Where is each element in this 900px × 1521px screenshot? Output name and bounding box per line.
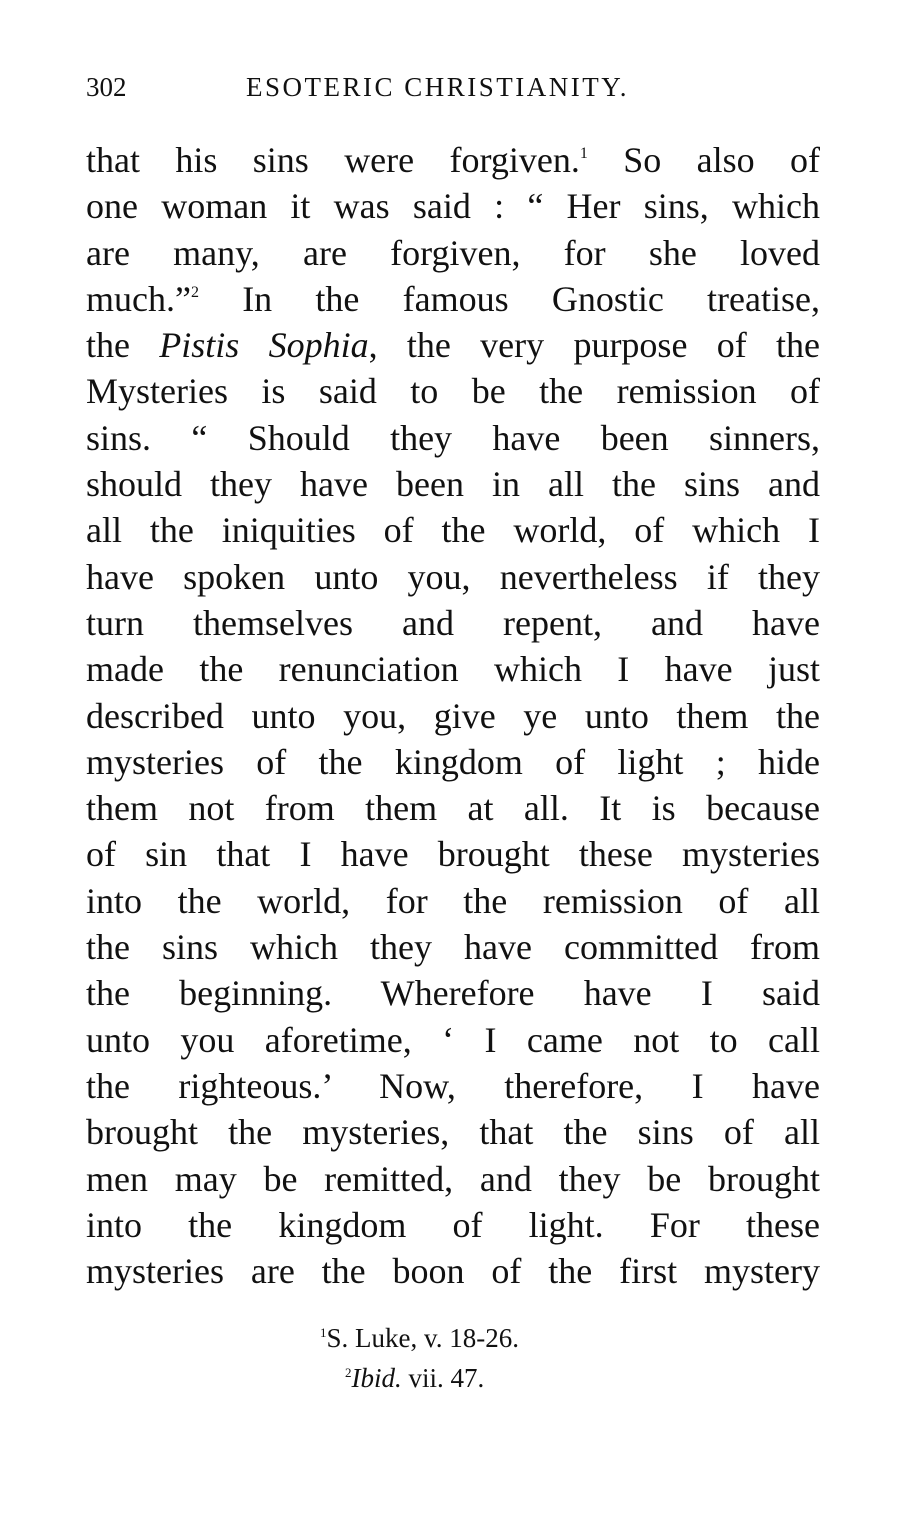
text-run: Mysteries is said to be the remission of	[86, 371, 820, 412]
text-run: that his sins were forgiven.	[86, 140, 580, 180]
text-run: into the kingdom of light. For these	[86, 1204, 820, 1245]
running-head	[86, 72, 826, 112]
text-line	[86, 693, 820, 739]
footnotes	[0, 1318, 900, 1398]
text-run: one woman it was said : “ Her sins, which	[86, 186, 820, 227]
text-run: unto you aforetime, ‘ I came not to call	[86, 1019, 820, 1060]
text-run: described unto you, give ye unto them the	[86, 695, 820, 736]
text-run: mysteries are the boon of the first mystery	[86, 1251, 820, 1292]
text-run: much.”	[86, 278, 191, 319]
body-text	[86, 137, 820, 1294]
text-line	[86, 1109, 820, 1155]
text-line	[86, 970, 820, 1016]
text-line	[86, 368, 820, 414]
text-run: So also of	[587, 140, 820, 180]
text-run: should they have been in all the sins and	[86, 464, 820, 505]
text-run: , the very purpose of the	[368, 325, 820, 366]
text-run: turn themselves and repent, and have	[86, 602, 820, 643]
text-run: the sins which they have committed from	[86, 927, 820, 968]
text-line	[86, 600, 820, 646]
text-run: the beginning. Wherefore have I said	[86, 973, 820, 1014]
footnote	[0, 1358, 900, 1398]
text-run: vii. 47.	[401, 1363, 485, 1393]
text-line	[86, 785, 820, 831]
text-line	[86, 137, 820, 183]
text-line	[86, 276, 820, 322]
footnote-ref: 1	[579, 145, 588, 162]
text-line	[86, 878, 820, 924]
text-line	[86, 1063, 820, 1109]
page-number: 302	[86, 72, 127, 102]
text-line	[86, 1156, 820, 1202]
text-run: the righteous.’ Now, therefore, I have	[86, 1065, 820, 1106]
text-run: all the iniquities of the world, of which I	[86, 510, 820, 551]
text-line	[86, 1248, 820, 1294]
text-line	[86, 1202, 820, 1248]
text-run: have spoken unto you, nevertheless if they	[86, 556, 820, 597]
text-run: the	[86, 325, 160, 366]
text-run: mysteries of the kingdom of light ; hide	[86, 741, 820, 782]
text-line	[86, 507, 820, 553]
footnote	[0, 1318, 900, 1358]
text-line	[86, 1017, 820, 1063]
italic-text: Ibid.	[351, 1363, 402, 1393]
text-line	[86, 322, 820, 368]
text-line	[86, 646, 820, 692]
text-run: into the world, for the remission of all	[86, 880, 820, 921]
text-run: In the famous Gnostic treatise,	[198, 278, 820, 319]
text-run: sins. “ Should they have been sinners,	[86, 417, 820, 458]
text-run: brought the mysteries, that the sins of all	[86, 1112, 820, 1153]
text-line	[86, 554, 820, 600]
text-line	[86, 415, 820, 461]
text-run: are many, are forgiven, for she loved	[86, 232, 820, 273]
footnote-marker: 1	[320, 1325, 327, 1340]
text-run: S. Luke, v. 18-26.	[326, 1323, 519, 1353]
text-run: made the renunciation which I have just	[86, 649, 820, 690]
footnote-ref: 2	[190, 283, 199, 301]
text-line	[86, 924, 820, 970]
text-run: them not from them at all. It is because	[86, 788, 820, 829]
running-title: ESOTERIC CHRISTIANITY.	[246, 72, 630, 102]
text-line	[86, 461, 820, 507]
text-run: of sin that I have brought these mysteries	[86, 834, 820, 875]
footnote-marker: 2	[345, 1365, 352, 1380]
text-run: men may be remitted, and they be brought	[86, 1158, 820, 1199]
text-line	[86, 831, 820, 877]
italic-text: Pistis Sophia	[159, 325, 369, 366]
text-line	[86, 739, 820, 785]
text-line	[86, 230, 820, 276]
text-line	[86, 183, 820, 229]
